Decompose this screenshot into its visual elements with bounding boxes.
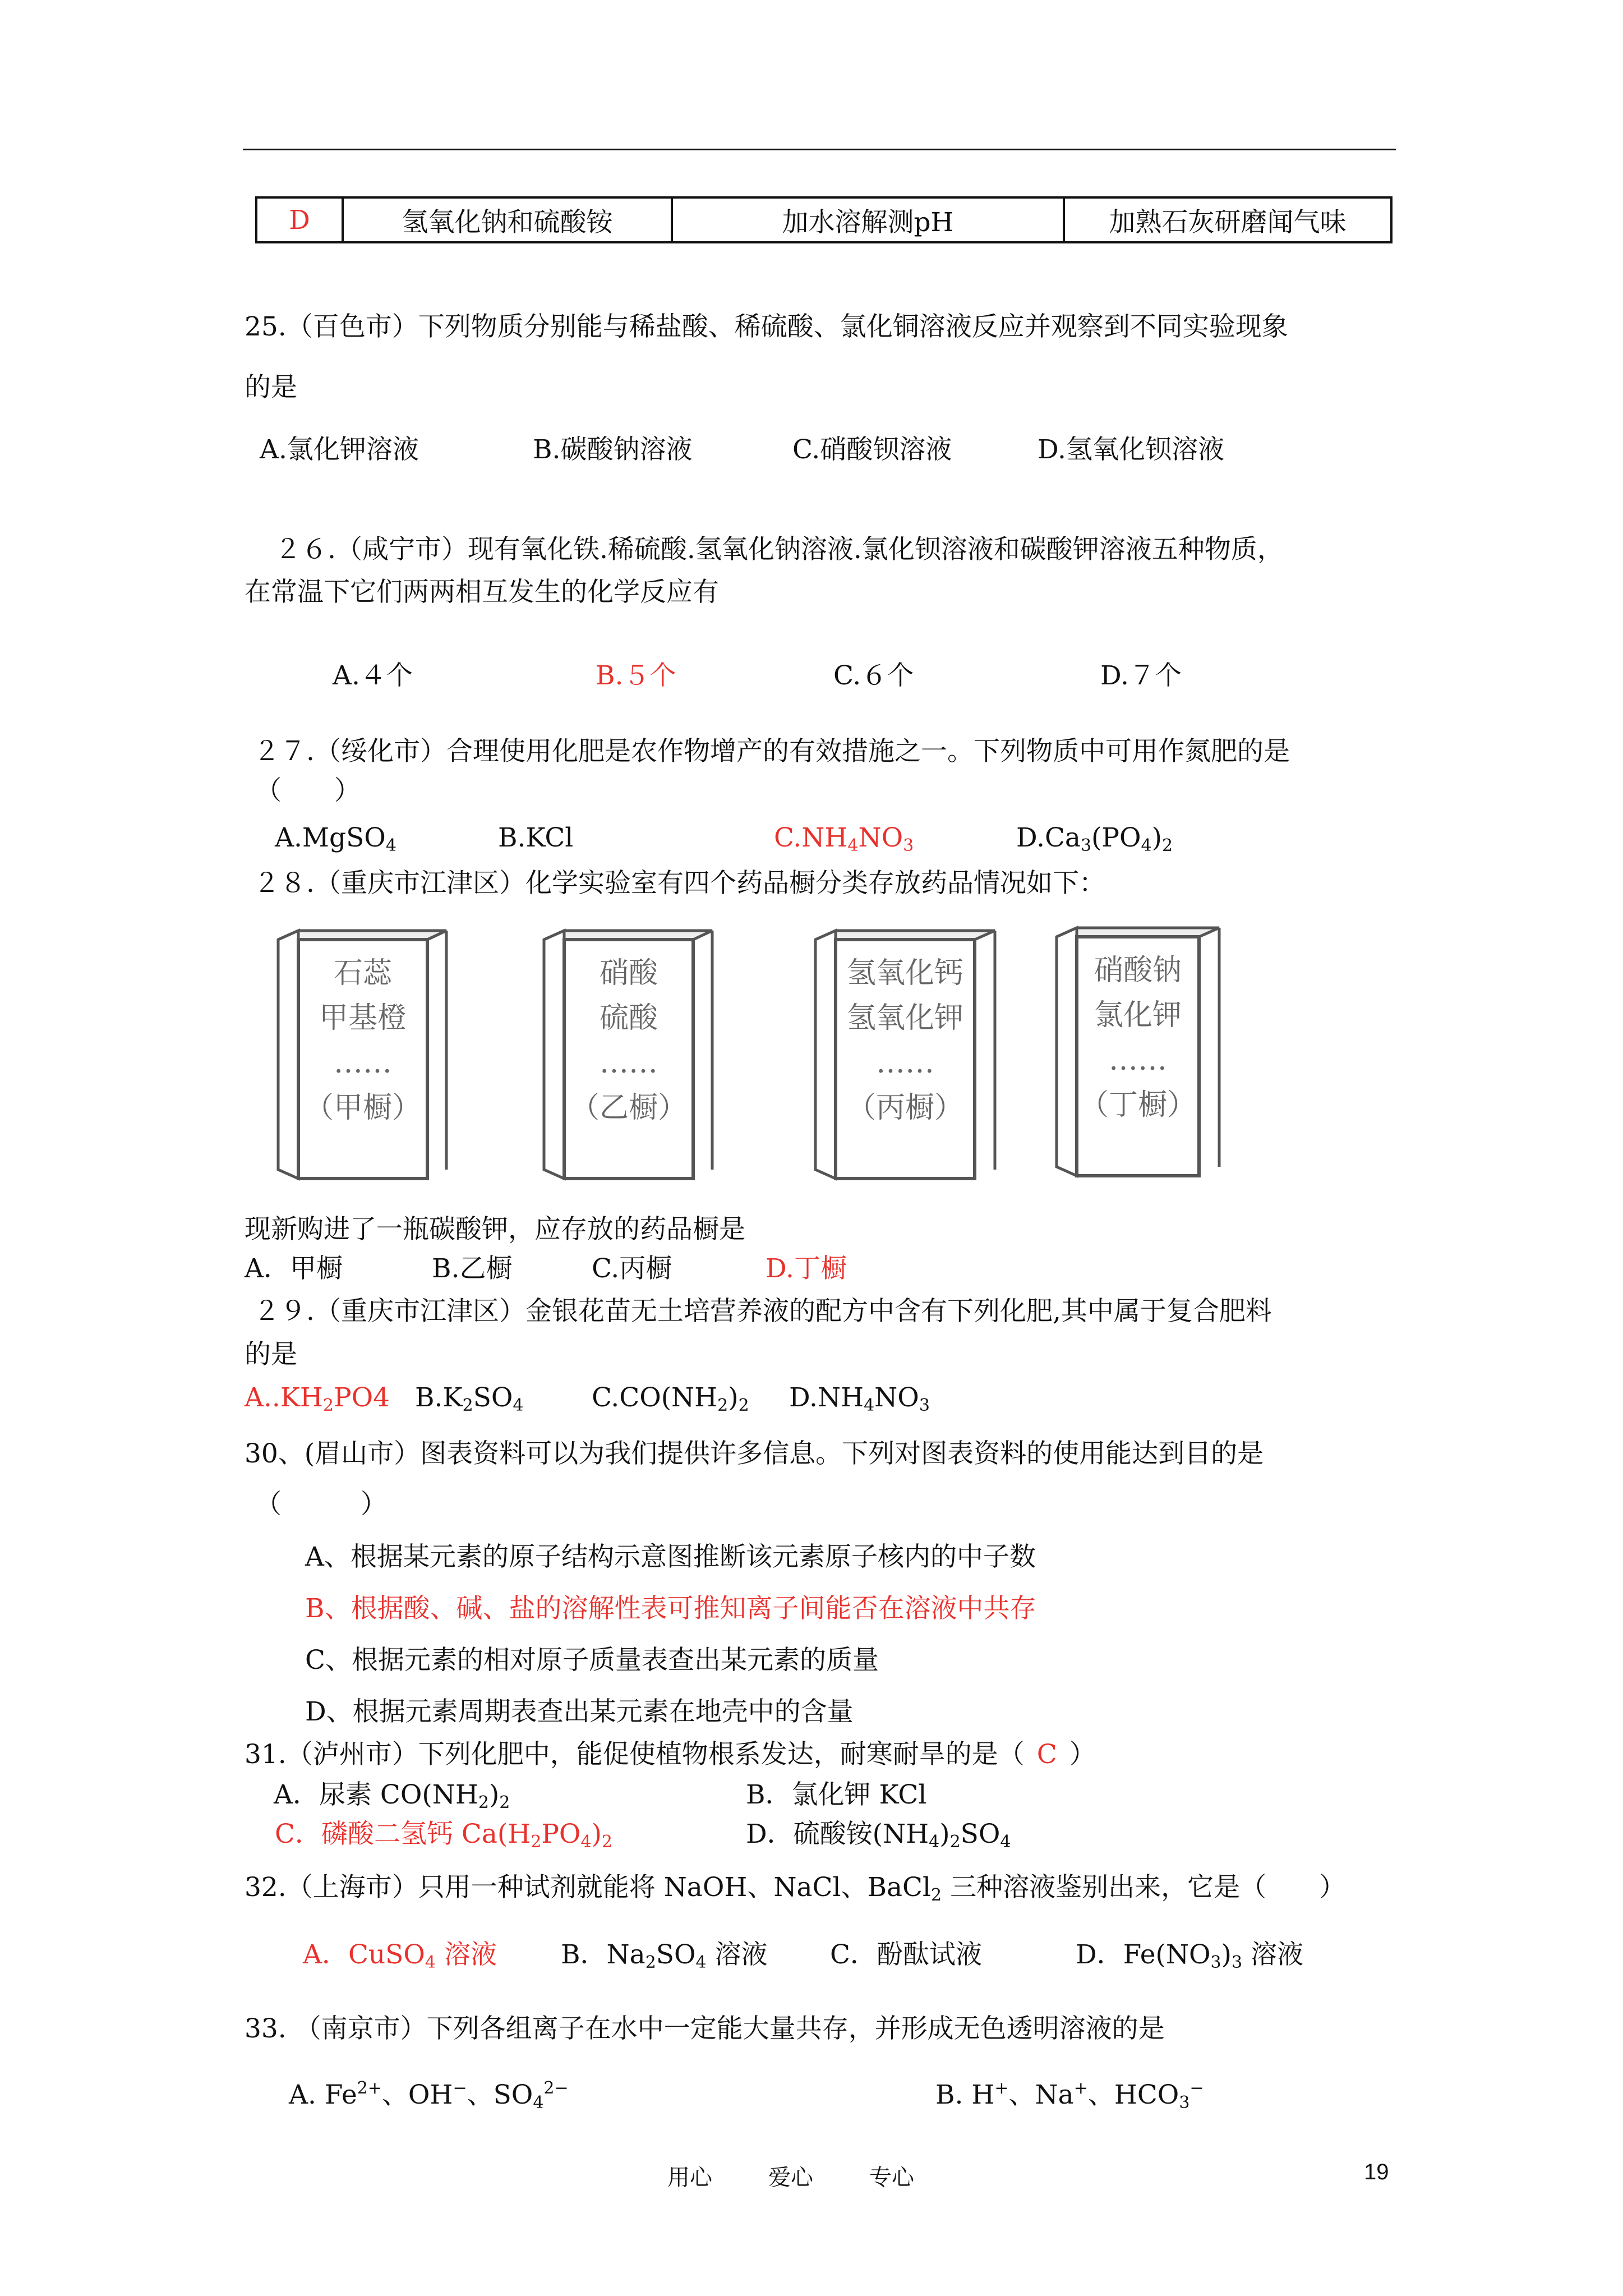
q25-option-d: D.氢氧化钡溶液: [1038, 434, 1224, 465]
q32-stem: 32.（上海市）只用一种试剂就能将 NaOH、NaCl、BaCl$_2$ 三种溶液鉴别出来，它是（ ）: [245, 1872, 1346, 1905]
cabinet-jia-dots: ……: [334, 1046, 392, 1080]
q26-option-b: B.５个: [596, 660, 676, 691]
q31-option-c: C．磷酸二氢钙 $Ca(H_2PO_4)_2$: [275, 1819, 612, 1852]
footer-word-3: 专心: [869, 2165, 914, 2191]
q27-option-c: $C.NH_4NO_3$: [774, 822, 914, 855]
q31-option-a: A．尿素 $CO(NH_2)_2$: [274, 1779, 510, 1812]
page-number: 19: [1364, 2160, 1389, 2184]
q25-stem-line1: 25.（百色市）下列物质分别能与稀盐酸、稀硫酸、氯化铜溶液反应并观察到不同实验现象: [245, 311, 1288, 342]
cabinet-jia-line2: 甲基橙: [319, 1001, 407, 1035]
table-cell-method2: 加熟石灰研磨闻气味: [1064, 197, 1391, 242]
q31-answer: C: [1036, 1739, 1057, 1770]
q26-stem-line2: 在常温下它们两两相互发生的化学反应有: [245, 577, 719, 608]
footer-word-2: 爱心: [768, 2165, 813, 2191]
q30-option-a: A、根据某元素的原子结构示意图推断该元素原子核内的中子数: [305, 1542, 1036, 1572]
cabinet-yi-line2: 硫酸: [599, 1001, 658, 1035]
q30-stem-line1: 30、(眉山市）图表资料可以为我们提供许多信息。下列对图表资料的使用能达到目的是: [245, 1438, 1264, 1469]
q27-option-b: B.KCl: [498, 822, 574, 853]
q26-stem-line1: ２６.（咸宁市）现有氧化铁.稀硫酸.氢氧化钠溶液.氯化钡溶液和碳酸钾溶液五种物质，: [275, 534, 1284, 565]
q29-option-b: $B.K_2SO_4$: [415, 1382, 524, 1415]
q33-option-b: B. H+、Na+、$HCO_3^-$: [935, 2078, 1204, 2113]
cabinet-yi-line1: 硝酸: [599, 956, 658, 990]
cabinet-bing-line1: 氢氧化钙: [846, 956, 963, 990]
q33-option-a: A. $Fe^{2+}$、OH−、$SO_4^{2-}$: [289, 2078, 569, 2113]
q28-option-d: D.丁橱: [766, 1253, 847, 1284]
q32-option-b: B．$Na_2SO_4$ 溶液: [561, 1939, 768, 1972]
q28-option-b: B.乙橱: [432, 1253, 513, 1284]
cabinet-jia: [276, 928, 450, 1183]
q28-stem-line1: ２８.（重庆市江津区）化学实验室有四个药品橱分类存放药品情况如下：: [253, 868, 1105, 899]
q29-option-d: $D.NH_4NO_3$: [789, 1382, 930, 1415]
q28-option-a: A．甲橱: [245, 1253, 343, 1284]
cabinet-ding-name: （丁橱）: [1079, 1088, 1196, 1122]
table-cell-method1: 加水溶解测pH: [672, 197, 1064, 242]
q25-option-b: B.碳酸钠溶液: [533, 434, 693, 465]
q29-stem-line1: ２９.（重庆市江津区）金银花苗无土培营养液的配方中含有下列化肥,其中属于复合肥料: [253, 1296, 1272, 1327]
q32-option-d: D．$Fe(NO_3)_3$ 溶液: [1076, 1939, 1304, 1972]
q26-option-a: A.４个: [333, 660, 413, 691]
cabinet-ding-line2: 氯化钾: [1094, 999, 1182, 1032]
cabinet-ding-line1: 硝酸钠: [1094, 954, 1182, 987]
q26-option-c: C.６个: [833, 660, 914, 691]
q33-stem: 33. （南京市）下列各组离子在水中一定能大量共存，并形成无色透明溶液的是: [245, 2013, 1165, 2044]
answer-table: [255, 196, 1393, 243]
cabinet-jia-line1: 石蕊: [333, 956, 392, 990]
q25-option-a: A.氯化钾溶液: [260, 434, 419, 465]
q28-stem-line2: 现新购进了一瓶碳酸钾，应存放的药品橱是: [245, 1214, 745, 1245]
q27-option-d: $D.Ca_3(PO_4)_2$: [1016, 822, 1173, 855]
q32-option-c: C．酚酞试液: [830, 1939, 982, 1970]
q31-option-d: D．硫酸铵$(NH_4)_2SO_4$: [746, 1819, 1011, 1852]
table-cell-letter: D: [256, 197, 343, 242]
q26-option-d: D.７个: [1100, 660, 1182, 691]
cabinet-ding: [1054, 926, 1223, 1180]
q29-stem-line2: 的是: [245, 1339, 297, 1370]
q27-stem-line1: ２７.（绥化市）合理使用化肥是农作物增产的有效措施之一。下列物质中可用作氮肥的是: [253, 736, 1290, 767]
cabinet-bing-name: （丙橱）: [846, 1091, 963, 1125]
q30-stem-line2: （ ）: [255, 1489, 387, 1520]
q25-option-c: C.硝酸钡溶液: [792, 434, 952, 465]
q31-stem: 31.（泸州市）下列化肥中，能促使植物根系发达，耐寒耐旱的是（ C ）: [245, 1739, 1096, 1770]
table-row: [256, 197, 1391, 242]
q30-option-c: C、根据元素的相对原子质量表查出某元素的质量: [305, 1645, 879, 1676]
cabinet-bing-line2: 氢氧化钾: [846, 1001, 963, 1035]
cabinet-bing-dots: ……: [876, 1046, 934, 1080]
q30-option-d: D、根据元素周期表查出某元素在地壳中的含量: [305, 1696, 854, 1727]
cabinet-bing: [813, 928, 998, 1183]
q28-option-c: C.丙橱: [592, 1253, 672, 1284]
q29-option-a: $A..KH_2PO4$: [245, 1382, 390, 1415]
q27-stem-line2: （ ）: [255, 775, 361, 806]
q27-option-a: A.MgSO$_4$: [275, 822, 396, 855]
cabinet-jia-name: （甲橱）: [304, 1091, 421, 1125]
header-rule: [243, 149, 1396, 150]
q29-option-c: $C.CO(NH_2)_2$: [592, 1382, 749, 1415]
q25-stem-line2: 的是: [245, 372, 297, 403]
cabinet-yi: [542, 928, 716, 1183]
cabinet-yi-dots: ……: [600, 1046, 658, 1080]
cabinet-ding-dots: ……: [1109, 1043, 1167, 1077]
footer-word-1: 用心: [667, 2165, 712, 2191]
cabinet-yi-name: （乙橱）: [570, 1091, 687, 1125]
q32-option-a: A．CuSO$_4$ 溶液: [303, 1939, 497, 1972]
q30-option-b: B、根据酸、碱、盐的溶解性表可推知离子间能否在溶液中共存: [305, 1593, 1036, 1624]
q31-option-b: B．氯化钾 KCl: [746, 1779, 927, 1810]
table-cell-substances: 氢氧化钠和硫酸铵: [343, 197, 672, 242]
